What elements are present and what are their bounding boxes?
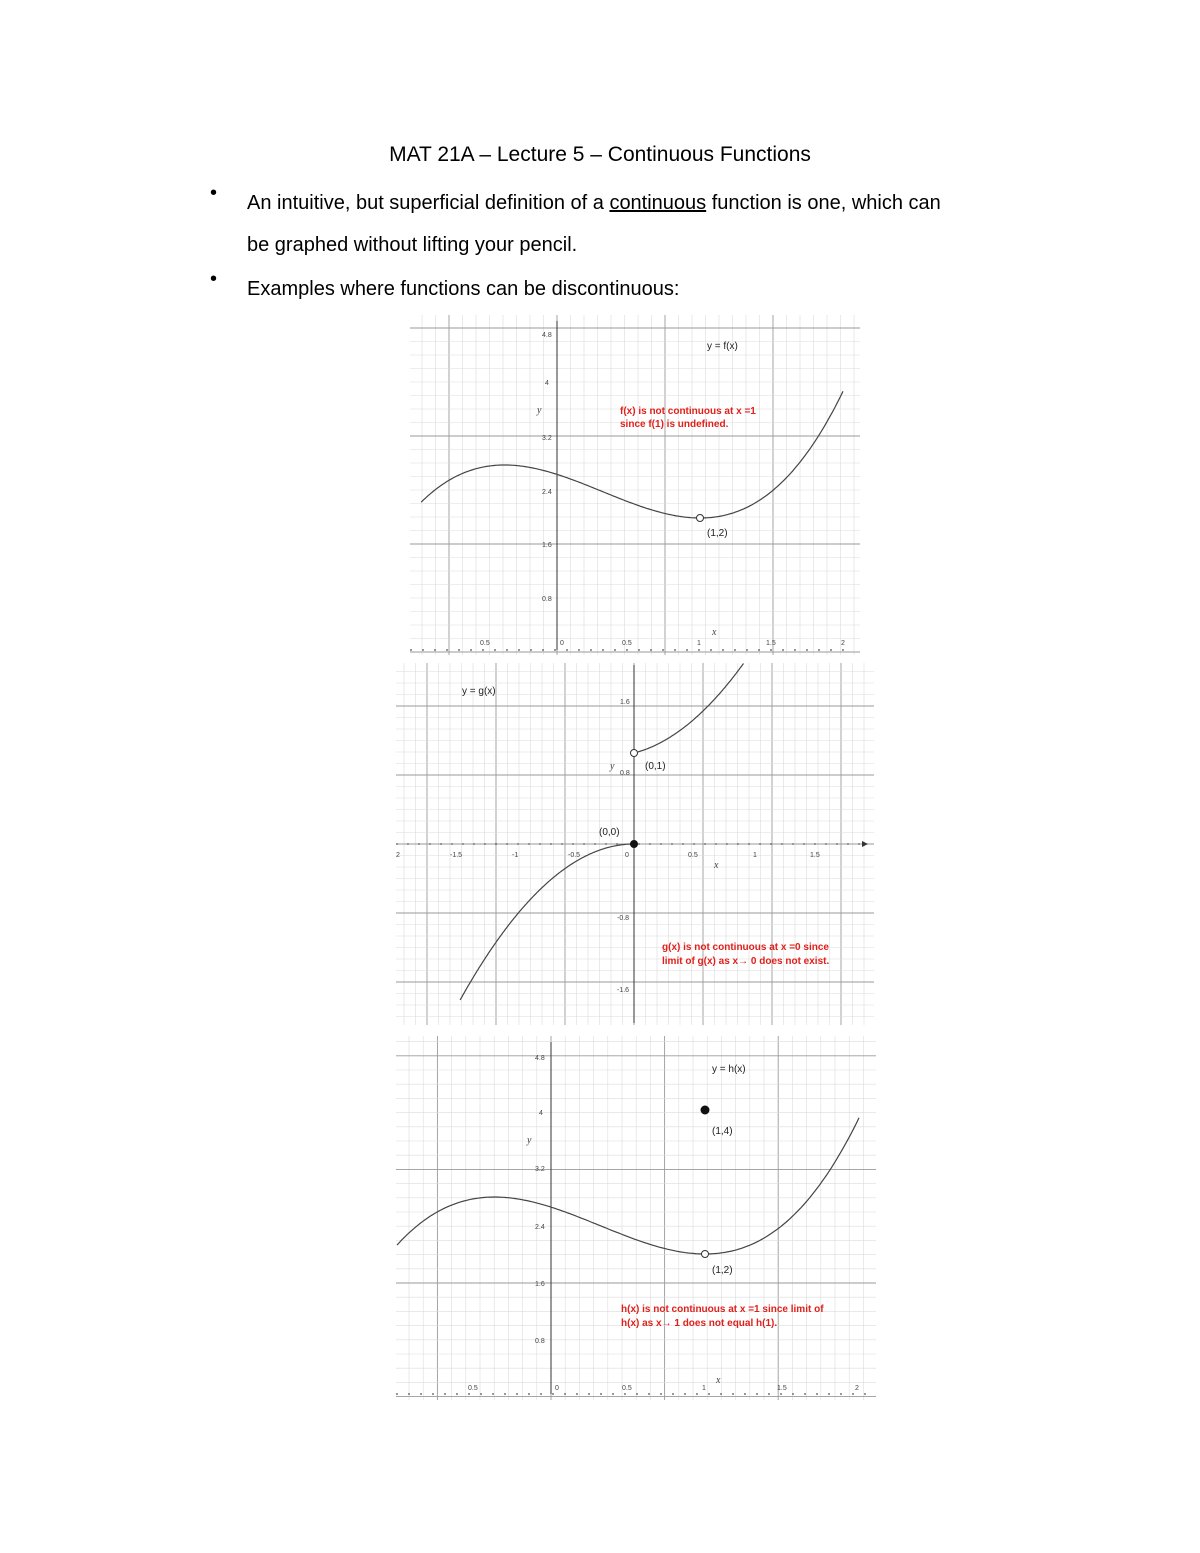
- x-tick: 0.5: [622, 640, 632, 647]
- y-axis-label: y: [527, 1135, 532, 1146]
- x-tick: 2: [855, 1385, 859, 1392]
- x-tick: 1: [753, 852, 757, 859]
- y-tick: 3.2: [542, 435, 552, 442]
- x-tick: 0.5: [622, 1385, 632, 1392]
- point-label-closed: (1,4): [712, 1126, 733, 1137]
- closed-point: [631, 841, 638, 848]
- y-tick: 4.8: [535, 1055, 545, 1062]
- x-tick: 2: [841, 640, 845, 647]
- y-tick: 0.8: [535, 1338, 545, 1345]
- y-tick: 4: [545, 380, 549, 387]
- text-segment: An intuitive, but superficial definition of a: [247, 192, 610, 214]
- x-tick-labels: [468, 1385, 859, 1392]
- x-tick-labels: [480, 640, 845, 647]
- discontinuity-note-line-1: g(x) is not continuous at x =0 since: [662, 942, 829, 953]
- x-axis-label: x: [716, 1375, 721, 1386]
- discontinuity-note-line-2: limit of g(x) as x→ 0 does not exist.: [662, 956, 830, 967]
- x-tick: 1.5: [777, 1385, 787, 1392]
- page-title: MAT 21A – Lecture 5 – Continuous Functions: [389, 143, 811, 166]
- y-tick: 2.4: [542, 489, 552, 496]
- point-label-open: (0,1): [645, 761, 666, 772]
- x-axis-label: x: [712, 627, 717, 638]
- grid: [396, 1036, 876, 1400]
- y-tick: 0.8: [620, 770, 630, 777]
- bullet-dot: •: [210, 268, 218, 290]
- y-tick: 4: [539, 1110, 543, 1117]
- open-point: [702, 1251, 709, 1258]
- y-axis-label: y: [610, 761, 615, 772]
- y-tick-labels: [617, 699, 630, 994]
- closed-point: [701, 1106, 709, 1114]
- y-tick: 1.6: [620, 699, 630, 706]
- function-label: y = g(x): [462, 686, 496, 697]
- point-label: (1,2): [707, 528, 728, 539]
- x-tick: 0: [625, 852, 629, 859]
- open-point: [631, 750, 638, 757]
- curve-g-left: [460, 844, 634, 1000]
- x-tick: -1: [512, 852, 519, 859]
- x-tick: 1.5: [810, 852, 820, 859]
- point-label-open: (1,2): [712, 1265, 733, 1276]
- curve-h: [397, 1118, 859, 1254]
- bullet-dot: •: [210, 182, 218, 204]
- point-label-closed: (0,0): [599, 827, 620, 838]
- graph-g: [396, 663, 874, 1025]
- x-tick: 0: [560, 640, 564, 647]
- x-tick: 0.5: [688, 852, 698, 859]
- function-label: y = f(x): [707, 341, 738, 352]
- bullet-line-1: Examples where functions can be discontinuous:: [247, 278, 680, 300]
- graph-f-svg: [410, 315, 860, 655]
- x-tick: -0.5: [568, 852, 581, 859]
- y-axis-label: y: [537, 405, 542, 416]
- x-axis-label: x: [714, 860, 719, 871]
- x-axis-arrow: [862, 841, 868, 847]
- y-tick: -0.8: [617, 915, 630, 922]
- x-tick: 0: [555, 1385, 559, 1392]
- discontinuity-note-line-1: h(x) is not continuous at x =1 since limit of: [621, 1304, 824, 1315]
- x-tick: 0.5: [468, 1385, 478, 1392]
- y-tick: 1.6: [535, 1281, 545, 1288]
- open-point: [697, 515, 704, 522]
- x-tick: 0.5: [480, 640, 490, 647]
- graph-h-svg: [396, 1036, 876, 1400]
- graph-g-svg: [396, 663, 874, 1025]
- graph-h: [396, 1036, 876, 1400]
- discontinuity-note-line-2: h(x) as x→ 1 does not equal h(1).: [621, 1318, 778, 1329]
- y-tick: -1.6: [617, 987, 630, 994]
- text-segment: function is one, which can: [706, 192, 941, 214]
- y-tick: 3.2: [535, 1166, 545, 1173]
- y-tick: 1.6: [542, 542, 552, 549]
- term-continuous: continuous: [609, 192, 707, 214]
- graph-f: [410, 315, 860, 655]
- bullet-line-2: be graphed without lifting your pencil.: [247, 234, 578, 256]
- x-tick: 2: [396, 852, 400, 859]
- discontinuity-note-line-2: since f(1) is undefined.: [620, 419, 729, 430]
- bullet-line-1: [247, 182, 941, 224]
- y-tick: 0.8: [542, 596, 552, 603]
- discontinuity-note-line-1: f(x) is not continuous at x =1: [620, 406, 756, 417]
- function-label: y = h(x): [712, 1064, 746, 1075]
- x-tick: 1.5: [766, 640, 776, 647]
- curve-g-right: [638, 664, 744, 753]
- x-tick: 1: [702, 1385, 706, 1392]
- y-tick: 4.8: [542, 332, 552, 339]
- grid: [410, 315, 860, 655]
- x-tick: -1.5: [450, 852, 463, 859]
- x-tick: 1: [697, 640, 701, 647]
- y-tick: 2.4: [535, 1224, 545, 1231]
